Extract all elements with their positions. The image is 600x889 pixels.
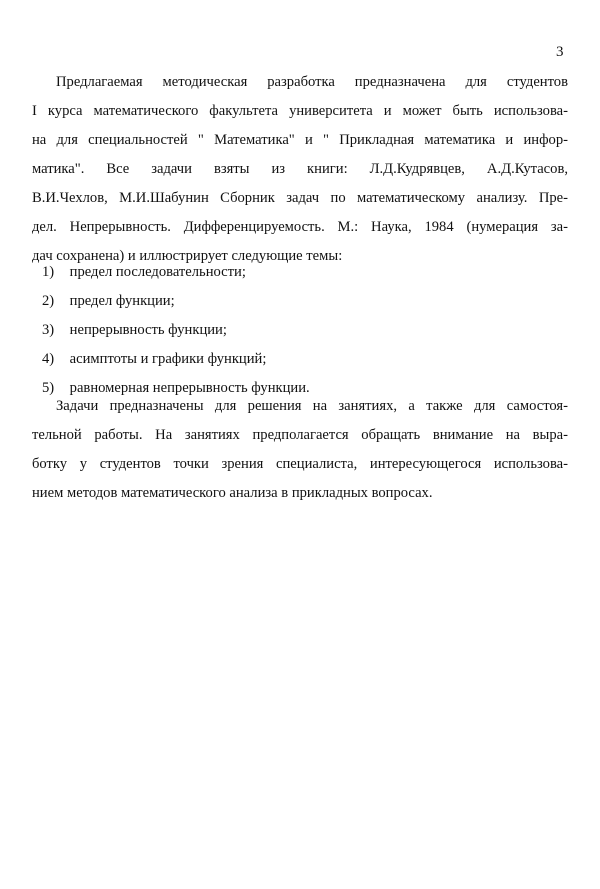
paragraph-line: Предлагаемая методическая разработка предназначена для студентов — [56, 74, 568, 90]
paragraph-line: тельной работы. На занятиях предполагается обращать внимание на выра- — [32, 427, 568, 443]
paragraph-line: матика". Все задачи взяты из книги: Л.Д.Кудрявцев, А.Д.Кутасов, — [32, 161, 568, 177]
paragraph-line: дел. Непрерывность. Дифференцируемость. М.: Наука, 1984 (нумерация за- — [32, 219, 568, 235]
list-item-text: предел последовательности; — [69, 264, 246, 280]
list-item-text: асимптоты и графики функций; — [69, 351, 267, 367]
list-item — [42, 345, 562, 374]
list-item — [42, 316, 562, 345]
page-number: 3 — [556, 44, 564, 60]
paragraph-line: на для специальностей " Математика" и " Прикладная математика и инфор- — [32, 132, 568, 148]
list-item-number: 2) — [42, 293, 55, 309]
list-item-text: непрерывность функции; — [69, 322, 227, 338]
paragraph-line: нием методов математического анализа в прикладных вопросах. — [32, 485, 433, 501]
list-item-number: 5) — [42, 380, 55, 396]
intro-paragraph — [32, 68, 568, 271]
paragraph-line: дач сохранена) и иллюстрирует следующие темы: — [32, 248, 343, 264]
tasks-paragraph — [32, 392, 568, 508]
list-item-number: 3) — [42, 322, 55, 338]
list-item-text: равномерная непрерывность функции. — [69, 380, 310, 396]
list-item-number: 1) — [42, 264, 55, 280]
paragraph-line: ботку у студентов точки зрения специалиста, интересующегося использова- — [32, 456, 568, 472]
list-item — [42, 287, 562, 316]
list-item-text: предел функции; — [69, 293, 175, 309]
paragraph-line: I курса математического факультета университета и может быть использова- — [32, 103, 568, 119]
topics-list — [42, 258, 562, 403]
list-item — [42, 258, 562, 287]
paragraph-line: В.И.Чехлов, М.И.Шабунин Сборник задач по математическому анализу. Пре- — [32, 190, 568, 206]
paragraph-line: Задачи предназначены для решения на занятиях, а также для самостоя- — [56, 398, 568, 414]
list-item-number: 4) — [42, 351, 55, 367]
